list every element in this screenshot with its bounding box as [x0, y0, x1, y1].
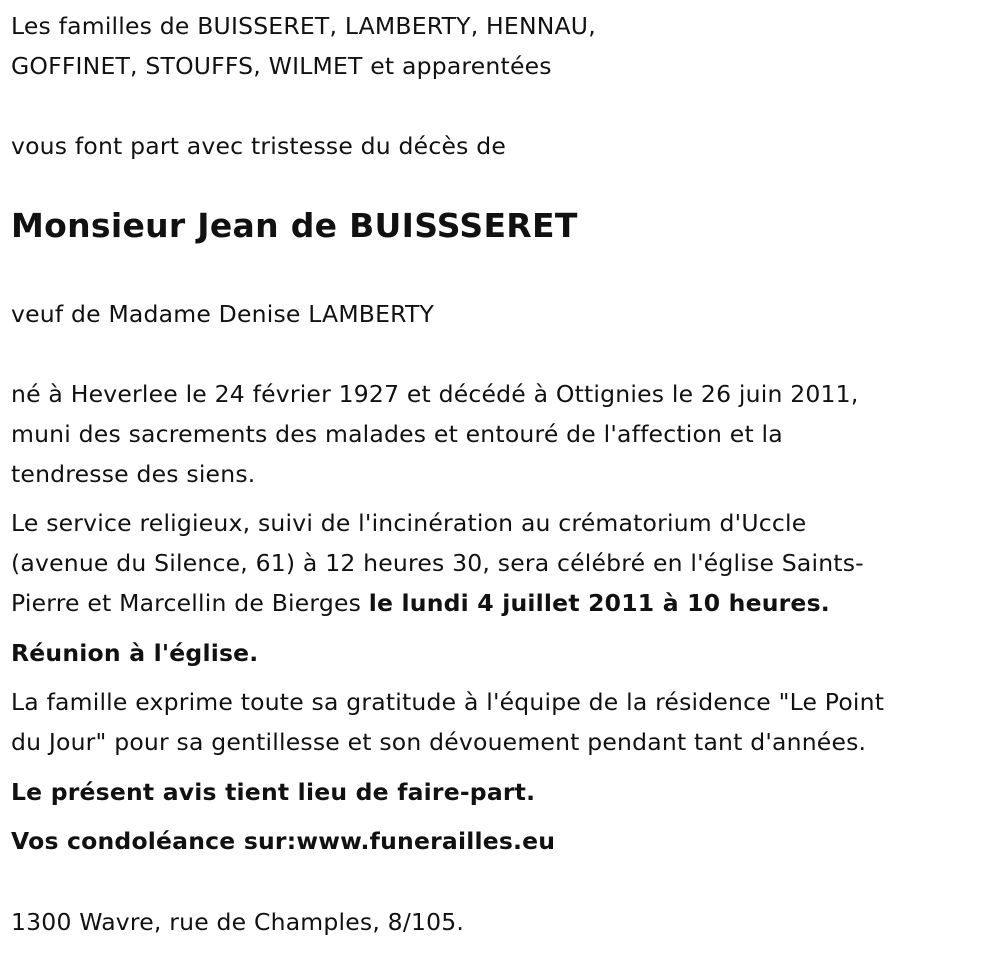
gratitude-line-2: du Jour" pour sa gentillesse et son dévouement pendant tant d'années.	[11, 728, 867, 756]
families-line-2: GOFFINET, STOUFFS, WILMET et apparentées	[11, 52, 552, 80]
service-line-3	[11, 583, 830, 623]
service-line-2: (avenue du Silence, 61) à 12 heures 30, sera célébré en l'église Saints-	[11, 549, 864, 577]
service-line-1: Le service religieux, suivi de l'incinération au crématorium d'Uccle	[11, 509, 807, 537]
service-date: le lundi 4 juillet 2011 à 10 heures.	[368, 589, 830, 617]
address-text: 1300 Wavre, rue de Champles, 8/105.	[11, 908, 465, 936]
service-location: Pierre et Marcellin de Bierges	[11, 589, 369, 617]
meeting-text: Réunion à l'église.	[11, 639, 259, 667]
birth-death-line-2: muni des sacrements des malades et entouré de l'affection et la	[11, 420, 783, 448]
families-line-1: Les familles de BUISSERET, LAMBERTY, HENNAU,	[11, 12, 596, 40]
widower-of-text: veuf de Madame Denise LAMBERTY	[11, 300, 435, 328]
birth-death-line-3: tendresse des siens.	[11, 460, 256, 488]
announcement-text: vous font part avec tristesse du décès de	[11, 132, 506, 160]
notice-statement: Le présent avis tient lieu de faire-part.	[11, 778, 536, 806]
condolences-text: Vos condoléance sur:www.funerailles.eu	[11, 827, 556, 855]
gratitude-line-1: La famille exprime toute sa gratitude à l'équipe de la résidence "Le Point	[11, 688, 885, 716]
birth-death-line-1: né à Heverlee le 24 février 1927 et décédé à Ottignies le 26 juin 2011,	[11, 380, 859, 408]
deceased-name: Monsieur Jean de BUISSSERET	[11, 206, 578, 245]
